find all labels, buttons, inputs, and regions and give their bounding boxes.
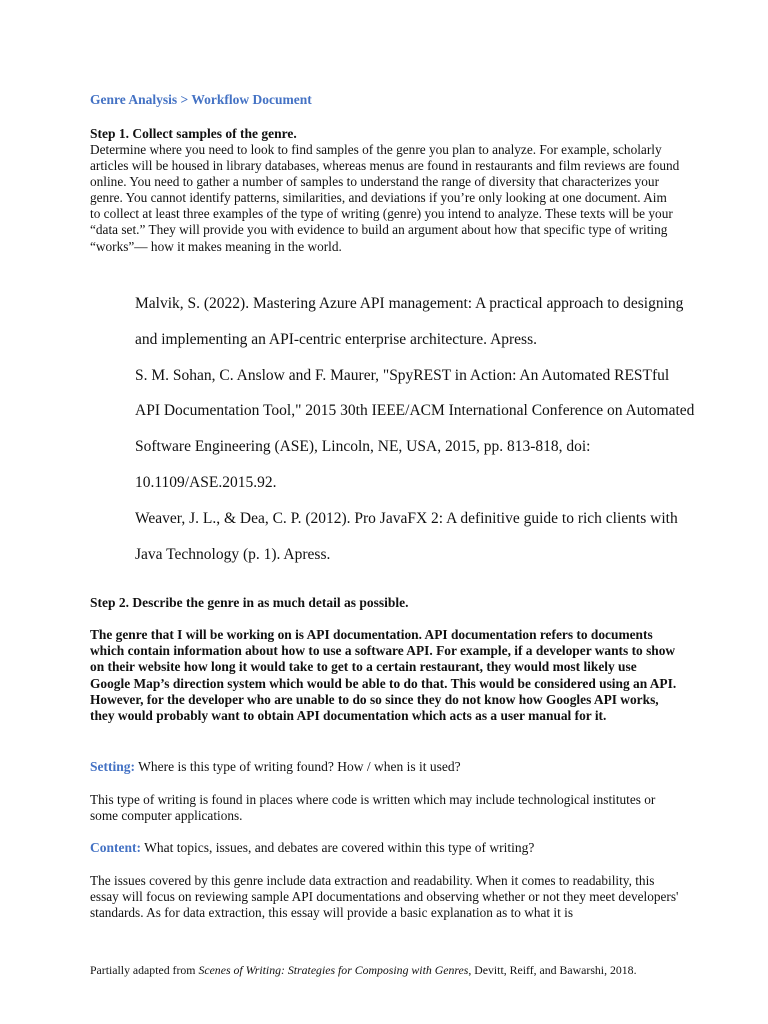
setting-question-text: Where is this type of writing found? How / when is it used?	[135, 759, 461, 774]
reference-list	[135, 286, 695, 572]
step1-body: Determine where you need to look to find samples of the genre you plan to analyze. For example, scholarly articles will be housed in library databases, whereas menus are found in restaurants and film reviews are found online. You need to gather a number of samples to understand the range of diversity that characterizes your genre. You cannot identify patterns, similarities, and deviations if you’re only looking at one document. Aim to collect at least three examples of the type of writing (genre) you intend to analyze. These texts will be your “data set.” They will provide you with evidence to build an argument about how that specific type of writing “works”— how it makes meaning in the world.	[90, 142, 680, 254]
footer-suffix: , Devitt, Reiff, and Bawarshi, 2018.	[468, 963, 637, 977]
setting-label: Setting:	[90, 759, 135, 774]
content-answer: The issues covered by this genre include data extraction and readability. When it comes to readability, this essay will focus on reviewing sample API documentations and observing whether or not they meet developers' standards. As for data extraction, this essay will provide a basic explanation as to what it is	[90, 873, 679, 920]
footer-book-title: Scenes of Writing: Strategies for Composing with Genres	[198, 963, 469, 977]
footer-citation	[90, 963, 637, 978]
reference-item: Weaver, J. L., & Dea, C. P. (2012). Pro JavaFX 2: A definitive guide to rich clients with Java Technology (p. 1). Apress.	[135, 509, 678, 563]
setting-answer: This type of writing is found in places where code is written which may include technological institutes or some computer applications.	[90, 792, 656, 823]
reference-item: Malvik, S. (2022). Mastering Azure API management: A practical approach to designing and implementing an API-centric enterprise architecture. Apress.	[135, 295, 684, 348]
footer-prefix: Partially adapted from	[90, 963, 199, 977]
breadcrumb: Genre Analysis > Workflow Document	[90, 92, 312, 107]
setting-question	[90, 759, 461, 775]
content-question	[90, 840, 534, 856]
reference-item: S. M. Sohan, C. Anslow and F. Maurer, "SpyREST in Action: An Automated RESTful API Documentation Tool," 2015 30th IEEE/ACM International Conference on Automated Software Engineering (ASE), Lincoln, NE, USA, 2015, pp. 813-818, doi: 10.1109/ASE.2015.92.	[135, 366, 695, 491]
content-label: Content:	[90, 840, 141, 855]
content-question-text: What topics, issues, and debates are covered within this type of writing?	[141, 840, 535, 855]
step2-heading: Step 2. Describe the genre in as much detail as possible.	[90, 595, 409, 610]
step2-body: The genre that I will be working on is API documentation. API documentation refers to documents which contain information about how to use a software API. For example, if a developer wants to show on their website how long it would take to get to a certain restaurant, they would most likely use Google Map’s direction system which would be able to do that. This would be considered using an API. However, for the developer who are unable to do so since they do not know how Googles API works, they would probably want to obtain API documentation which acts as a user manual for it.	[90, 627, 677, 724]
step1-heading: Step 1. Collect samples of the genre.	[90, 126, 297, 141]
